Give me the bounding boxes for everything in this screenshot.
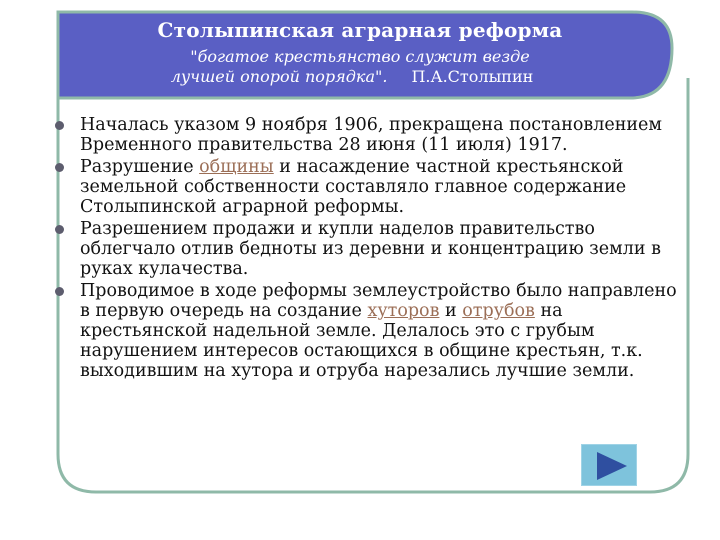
bullet-icon: [55, 163, 64, 172]
quote-line-1: "богатое крестьянство служит везде: [190, 47, 530, 66]
bullet-list: [52, 115, 682, 383]
quote-author: П.А.Столыпин: [411, 67, 534, 86]
bullet-icon: [55, 121, 64, 130]
play-triangle-icon: [582, 445, 638, 487]
link-obshchina[interactable]: общины: [199, 157, 274, 177]
link-khutora[interactable]: хуторов: [367, 301, 440, 321]
next-slide-button[interactable]: [581, 444, 637, 486]
slide-title: Столыпинская аграрная реформа: [157, 18, 563, 42]
bullet-text-2-post: и насаждение частной крестьянской земельной собственности составляло главное содержание Столыпинской аграрной реформы.: [80, 157, 627, 217]
bullet-text-4-pre: Проводимое в ходе реформы землеустройство было направлено в первую очередь на создание: [80, 281, 677, 321]
bullet-item-1: [52, 115, 682, 155]
slide-quote: [120, 47, 600, 87]
link-otruba[interactable]: отрубов: [462, 301, 535, 321]
bullet-text-4-mid: и: [439, 301, 463, 321]
bullet-text-3: Разрешением продажи и купли наделов правительство облегчало отлив бедноты из деревни и концентрацию земли в руках кулачества.: [80, 219, 661, 279]
bullet-item-3: [52, 219, 682, 279]
bullet-text-2-pre: Разрушение: [80, 157, 200, 177]
bullet-icon: [55, 287, 64, 296]
bullet-text-1: Началась указом 9 ноября 1906, прекращена постановлением Временного правительства 28 июня (11 июля) 1917.: [80, 115, 663, 155]
bullet-icon: [55, 225, 64, 234]
bullet-item-4: [52, 281, 682, 381]
bullet-text-4-post: на крестьянской надельной земле. Делалось это с грубым нарушением интересов остающихся в общине крестьян, т.к. выходившим на хутора и отруба нарезались лучшие земли.: [80, 301, 643, 381]
bullet-item-2: [52, 157, 682, 217]
quote-line-2: лучшей опорой порядка".: [170, 67, 388, 86]
quote-line-2-wrap: [104, 67, 600, 87]
